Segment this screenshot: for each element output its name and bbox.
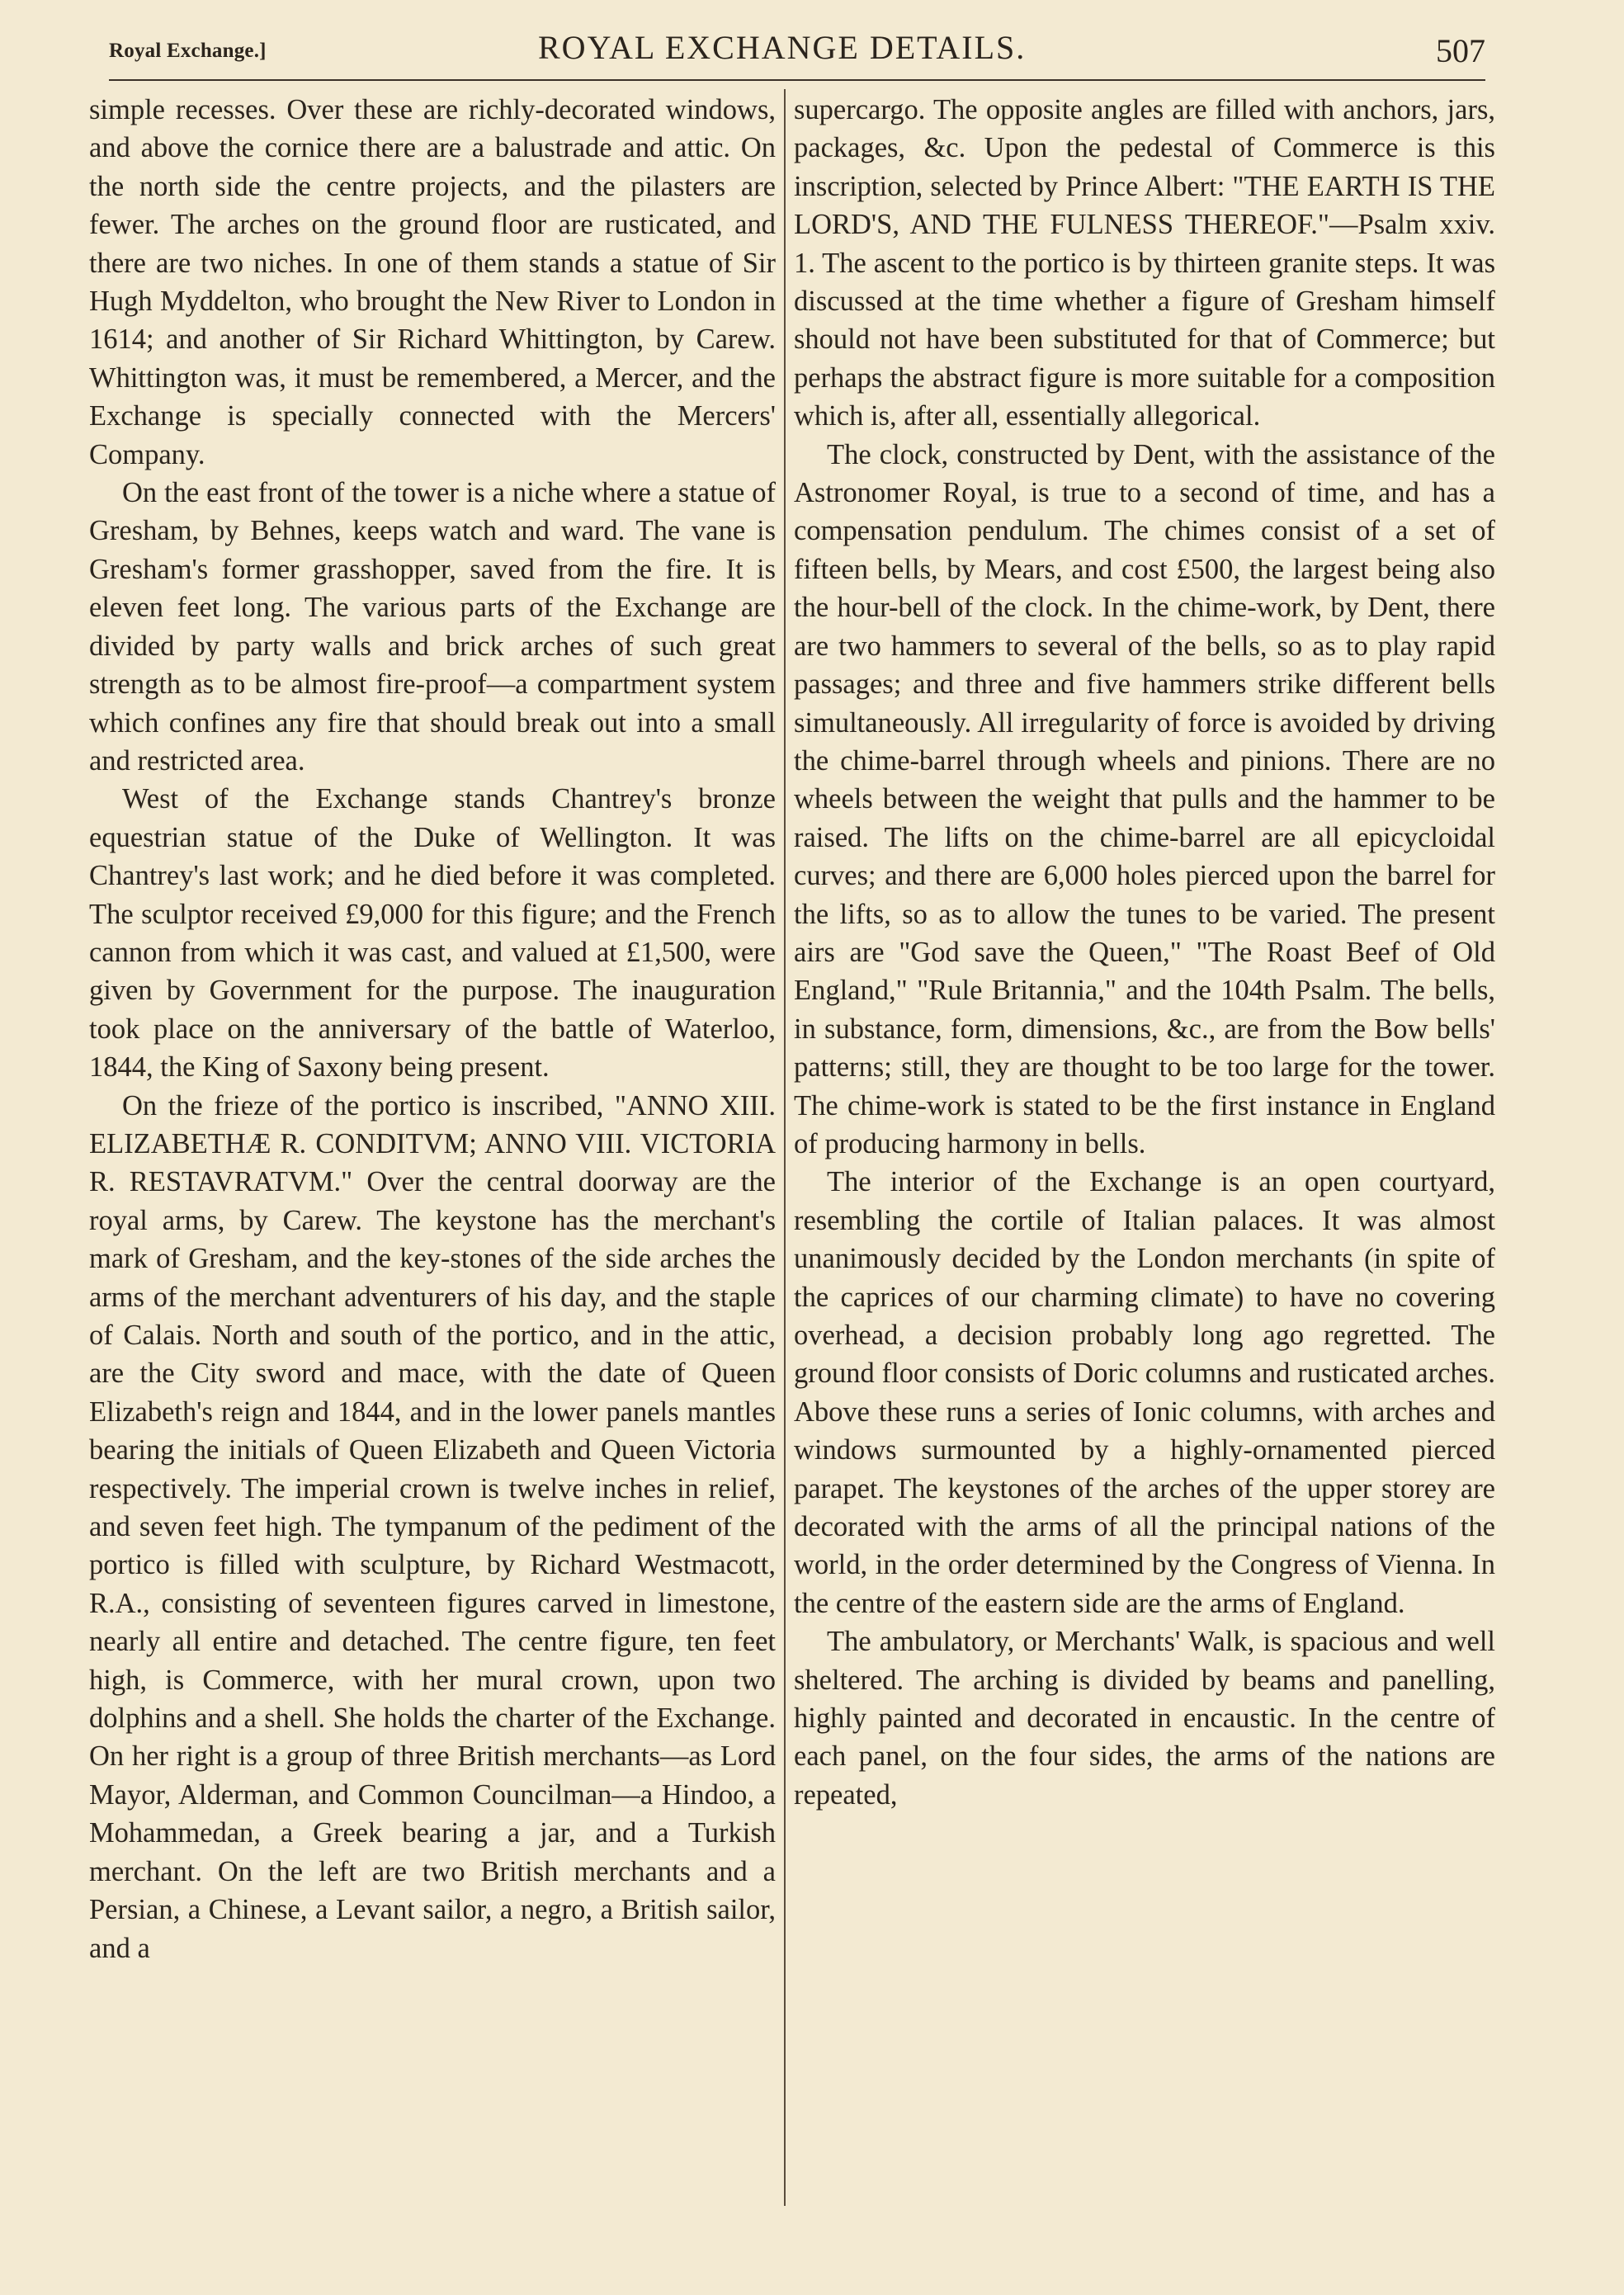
section-label: Royal Exchange.]: [109, 40, 267, 62]
paragraph: The ambulatory, or Merchants' Walk, is spacious and well sheltered. The arching is divided by beams and panelling, highly painted and decorated in encaustic. In the centre of each panel, on the four sides, the arms of the nations are repeated,: [794, 1626, 1495, 1811]
paragraph: West of the Exchange stands Chantrey's bronze equestrian statue of the Duke of Wellington. It was Chantrey's last work; and he died before it was completed. The sculptor received £9,000 for this figure; and the French cannon from which it was cast, and valued at £1,500, were given by Government for the purpose. The inauguration took place on the anniversary of the battle of Waterloo, 1844, the King of Saxony being present.: [89, 783, 776, 1084]
page-number: 507: [1436, 32, 1485, 69]
page-title: ROYAL EXCHANGE DETAILS.: [538, 29, 1027, 66]
paragraph: On the east front of the tower is a niche where a statue of Gresham, by Behnes, keeps watch and ward. The vane is Gresham's former grasshopper, saved from the fire. It is eleven feet long. The various parts of the Exchange are divided by party walls and brick arches of such great strength as to be almost fire-proof—a compartment system which confines any fire that should break out into a small and restricted area.: [89, 477, 776, 777]
right-column: [794, 91, 1495, 2203]
column-divider: [784, 89, 786, 2206]
paragraph: On the frieze of the portico is inscribed, "ANNO XIII. ELIZABETHÆ R. CONDITVM; ANNO VIII. VICTORIA R. RESTAVRATVM." Over the central doorway are the royal arms, by Carew. The keystone has the merchant's mark of Gresham, and the key-stones of the side arches the arms of the merchant adventurers of his day, and the staple of Calais. North and south of the portico, and in the attic, are the City sword and mace, with the date of Queen Elizabeth's reign and 1844, and in the lower panels mantles bearing the initials of Queen Elizabeth and Queen Victoria respectively. The imperial crown is twelve inches in relief, and seven feet high. The tympanum of the pediment of the portico is filled with sculpture, by Richard Westmacott, R.A., consisting of seventeen figures carved in limestone, nearly all entire and detached. The centre figure, ten feet high, is Commerce, with her mural crown, upon two dolphins and a shell. She holds the charter of the Exchange. On her right is a group of three British merchants—as Lord Mayor, Alderman, and Common Councilman—a Hindoo, a Mohammedan, a Greek bearing a jar, and a Turkish merchant. On the left are two British merchants and a Persian, a Chinese, a Levant sailor, a negro, a British sailor, and a: [89, 1089, 776, 1964]
paragraph: simple recesses. Over these are richly-decorated windows, and above the cornice there are a balustrade and attic. On the north side the centre projects, and the pilasters are fewer. The arches on the ground floor are rusticated, and there are two niches. In one of them stands a statue of Sir Hugh Myddelton, who brought the New River to London in 1614; and another of Sir Richard Whittington, by Carew. Whittington was, it must be remembered, a Mercer, and the Exchange is specially connected with the Mercers' Company.: [89, 94, 776, 470]
paragraph: The clock, constructed by Dent, with the assistance of the Astronomer Royal, is true to a second of time, and has a compensation pendulum. The chimes consist of a set of fifteen bells, by Mears, and cost £500, the largest being also the hour-bell of the clock. In the chime-work, by Dent, there are two hammers to several of the bells, so as to play rapid passages; and three and five hammers strike different bells simultaneously. All irregularity of force is avoided by driving the chime-barrel through wheels and pinions. There are no wheels between the weight that pulls and the hammer to be raised. The lifts on the chime-barrel are all epicycloidal curves; and there are 6,000 holes pierced upon the barrel for the lifts, so as to allow the tunes to be varied. The present airs are "God save the Queen," "The Roast Beef of Old England," "Rule Britannia," and the 104th Psalm. The bells, in substance, form, dimensions, &c., are from the Bow bells' patterns; still, they are thought to be too large for the tower. The chime-work is stated to be the first instance in England of producing harmony in bells.: [794, 438, 1495, 1159]
left-column: [89, 91, 776, 2203]
running-head: [109, 25, 1485, 74]
header-rule: [109, 79, 1485, 81]
paragraph: supercargo. The opposite angles are filled with anchors, jars, packages, &c. Upon the pedestal of Commerce is this inscription, selected by Prince Albert: "THE EARTH IS THE LORD'S, AND THE FULNESS THEREOF."—Psalm xxiv. 1. The ascent to the portico is by thirteen granite steps. It was discussed at the time whether a figure of Gresham himself should not have been substituted for that of Commerce; but perhaps the abstract figure is more suitable for a composition which is, after all, essentially allegorical.: [794, 94, 1495, 432]
paragraph: The interior of the Exchange is an open courtyard, resembling the cortile of Italian palaces. It was almost unanimously decided by the London merchants (in spite of the caprices of our charming climate) to have no covering overhead, a decision probably long ago regretted. The ground floor consists of Doric columns and rusticated arches. Above these runs a series of Ionic columns, with arches and windows surmounted by a highly-ornamented pierced parapet. The keystones of the arches of the upper storey are decorated with the arms of all the principal nations of the world, in the order determined by the Congress of Vienna. In the centre of the eastern side are the arms of England.: [794, 1166, 1495, 1619]
